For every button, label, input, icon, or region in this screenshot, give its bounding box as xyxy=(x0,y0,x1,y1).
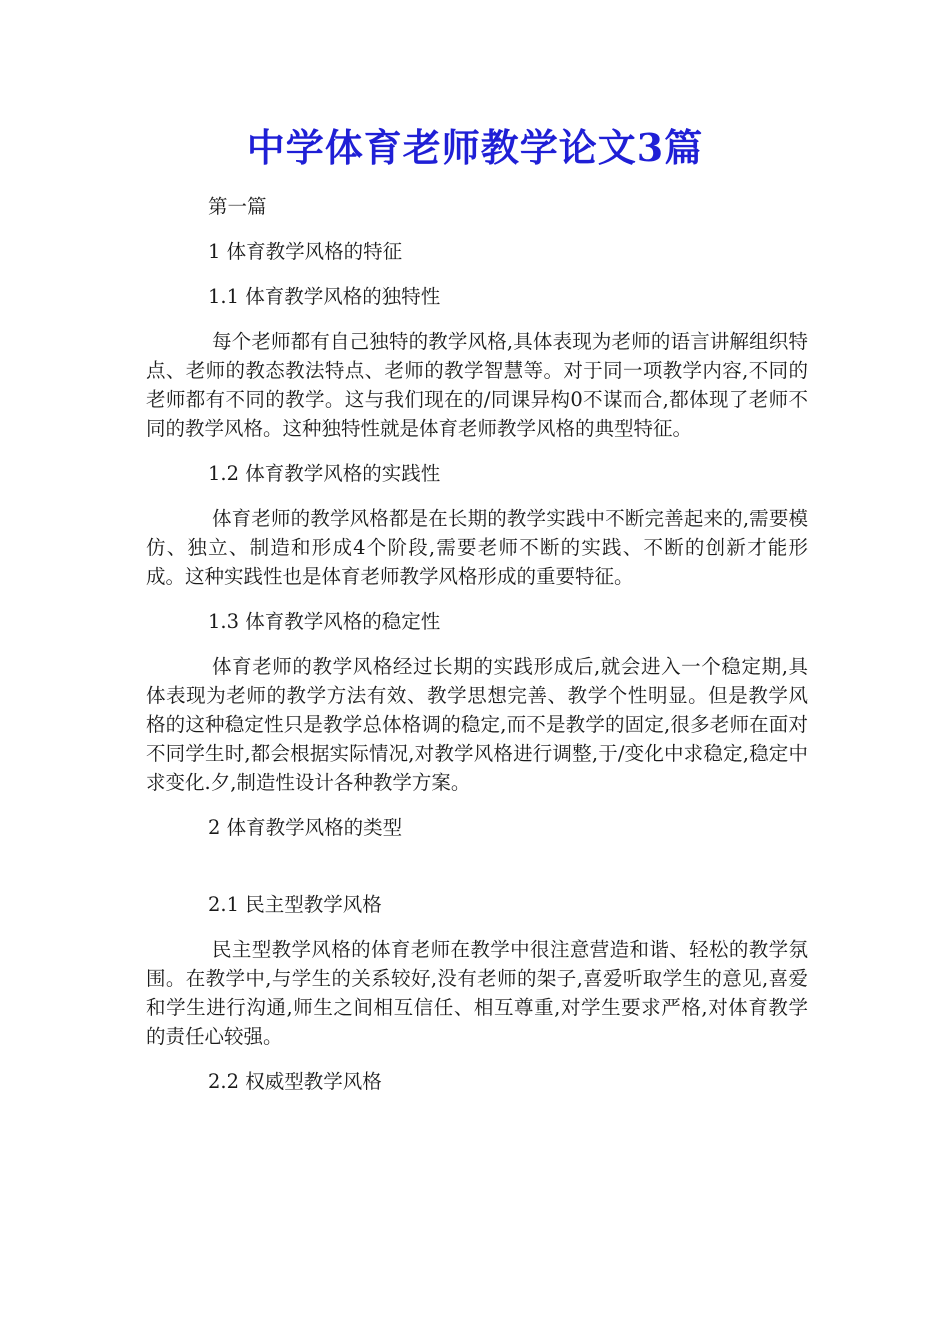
section-heading: 1 体育教学风格的特征 xyxy=(208,240,403,263)
blank-line xyxy=(146,858,808,890)
section-heading: 1.2 体育教学风格的实践性 xyxy=(208,462,441,485)
section-heading: 2 体育教学风格的类型 xyxy=(208,816,403,839)
body-paragraph: 体育老师的教学风格都是在长期的教学实践中不断完善起来的,需要模仿、独立、制造和形成4个阶段,需要老师不断的实践、不断的创新才能形成。这种实践性也是体育老师教学风格形成的重要特征。 xyxy=(146,507,808,588)
section-heading: 2.1 民主型教学风格 xyxy=(208,893,382,916)
section-heading: 1.1 体育教学风格的独特性 xyxy=(208,285,441,308)
section-heading: 2.2 权威型教学风格 xyxy=(208,1070,382,1093)
document-title: 中学体育老师教学论文3篇 xyxy=(246,125,704,170)
body-paragraph: 每个老师都有自己独特的教学风格,具体表现为老师的语言讲解组织特点、老师的教态教法特点、老师的教学智慧等。对于同一项教学内容,不同的老师都有不同的教学。这与我们现在的/同课异构0不谋而合,都体现了老师不同的教学风格。这种独特性就是体育老师教学风格的典型特征。 xyxy=(146,330,808,440)
body-paragraph: 体育老师的教学风格经过长期的实践形成后,就会进入一个稳定期,具体表现为老师的教学方法有效、教学思想完善、教学个性明显。但是教学风格的这种稳定性只是教学总体格调的稳定,而不是教学的固定,很多老师在面对不同学生时,都会根据实际情况,对教学风格进行调整,于/变化中求稳定,稳定中求变化.夕,制造性设计各种教学方案。 xyxy=(146,655,808,794)
document-body xyxy=(146,192,808,1112)
section-heading: 1.3 体育教学风格的稳定性 xyxy=(208,610,441,633)
body-paragraph: 民主型教学风格的体育老师在教学中很注意营造和谐、轻松的教学氛围。在教学中,与学生的关系较好,没有老师的架子,喜爱听取学生的意见,喜爱和学生进行沟通,师生之间相互信任、相互尊重,对学生要求严格,对体育教学的责任心较强。 xyxy=(146,938,808,1048)
section-heading: 第一篇 xyxy=(208,195,267,218)
